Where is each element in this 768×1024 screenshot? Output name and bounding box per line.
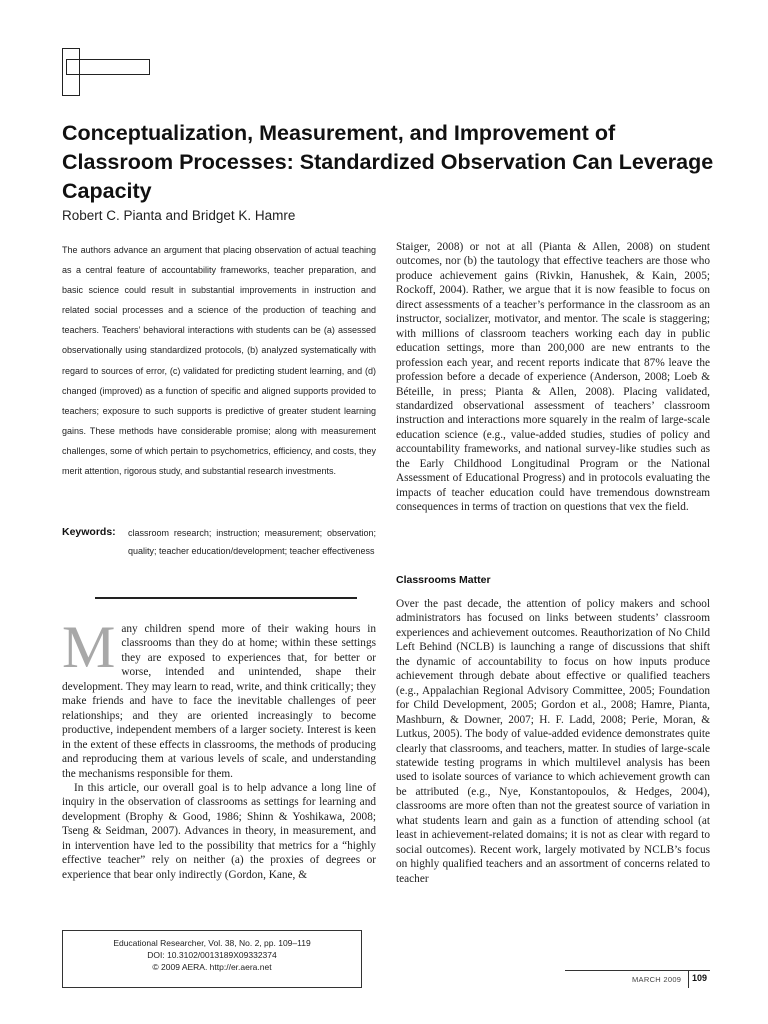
keywords-label: Keywords: bbox=[62, 526, 116, 538]
article-title: Conceptualization, Measurement, and Improvement of Classroom Processes: Standardized Observation Can Leverage Capacity bbox=[62, 121, 714, 203]
dropcap-letter: M bbox=[62, 616, 116, 680]
intro-paragraph-1: any children spend more of their waking hours in classrooms than they do at home; within these settings they are exposed to experiences that, for better or worse, intended and unintended, shape their development. They may learn to read, write, and think critically; they make friends and have to face the inevitable challenges of peer relationships; and they are oriented increasingly to become productive, independent members of a larger society. Interest is keen in the extent of these effects in classrooms, the methods of producing and reproducing them at various levels of scale, and understanding the mechanisms responsible for them. bbox=[62, 623, 376, 780]
citation-copyright: © 2009 AERA. http://er.aera.net bbox=[152, 962, 272, 972]
right-column-top bbox=[396, 240, 710, 562]
abstract-text: The authors advance an argument that placing observation of actual teaching as a central feature of accountability frameworks, teacher preparation, and basic science could result in substantial improvements in instruction and related social processes and a science of the production of teaching and teachers. Teachers’ behavioral interactions with students can be (a) assessed observationally using standardized protocols, (b) analyzed systematically with regard to sources of error, (c) validated for predicting student learning, and (d) changed (improved) as a function of specific and aligned supports provided to teachers; exposure to such supports is predictive of greater student learning gains. These methods have considerable promise; along with measurement challenges, some of which pertain to psychometrics, efficiency, and costs, they merit attention, rigorous study, and substantial research investments. bbox=[62, 245, 376, 477]
header-ornament bbox=[62, 48, 150, 96]
page-number: 109 bbox=[692, 973, 708, 983]
intro-column bbox=[62, 616, 376, 922]
keywords-list: classroom research; instruction; measurement; observation; quality; teacher education/development; teacher effectiveness bbox=[128, 528, 376, 556]
abstract bbox=[62, 240, 376, 481]
citation-doi: DOI: 10.3102/0013189X09332374 bbox=[147, 950, 277, 960]
right-column-bottom bbox=[396, 597, 710, 922]
right-paragraph-1: Staiger, 2008) or not at all (Pianta & Allen, 2008) on student outcomes, nor (b) the tautology that effective teachers are those who produce achievement gains (Rivkin, Hanushek, & Kain, 2005; Rockoff, 2004). Rather, we argue that it is now feasible to focus on direct assessments of a teacher’s performance in the classroom as an instructor, socializer, motivator, and mentor. The scale is staggering; with millions of classroom teachers working each day in public education settings, more than 200,000 are new entrants to the profession each year, and recent reports indicate that 87% leave the profession before a decade of experience (Anderson, 2008; Loeb & Béteille, in press; Pianta & Allen, 2008). Placing validated, standardized observational assessment of teachers’ classroom instruction and interactions more squarely in the realm of large-scale education science (e.g., value-added studies, studies of policy and accountability frameworks, and national survey-like studies such as the Early Childhood Longitudinal Program or the National Assessment of Educational Progress) and in protocols evaluating the impacts of teacher education could have tremendous downstream consequences in terms of traction on questions that vex the field. bbox=[396, 241, 710, 514]
article-authors: Robert C. Pianta and Bridget K. Hamre bbox=[62, 208, 296, 223]
citation-box bbox=[62, 930, 362, 988]
section-heading: Classrooms Matter bbox=[396, 574, 491, 586]
footer-date: MARCH 2009 bbox=[632, 975, 682, 984]
footer-separator bbox=[688, 970, 689, 988]
keywords-divider bbox=[95, 597, 357, 599]
intro-paragraph-2: In this article, our overall goal is to help advance a long line of inquiry in the observation of classrooms as settings for learning and development (Brophy & Good, 1986; Shinn & Yoshikawa, 2008; Tseng & Seidman, 2007). Advances in theory, in measurement, and in intervention have led to the possibility that metrics for a “highly effective teacher” rely on neither (a) the proxies of degrees or experience that bear only indirectly (Gordon, Kane, & bbox=[62, 781, 376, 881]
right-paragraph-2: Over the past decade, the attention of policy makers and school administrators has focused on links between students’ classroom experiences and achievement outcomes. Reauthorization of No Child Left Behind (NCLB) is launching a range of discussions that shift the dynamic of accountability to focus on how inputs produce achievement through debate about effective or qualified teachers (e.g., Appalachian Regional Advisory Committee, 2005; Foundation for Child Development, 2005; Gordon et al., 2008; Hamre, Pianta, Mashburn, & Downer, 2007; H. F. Ladd, 2008; Perie, Moran, & Lutkus, 2005). The body of value-added evidence demonstrates quite clearly that classrooms, and teachers, matter. In studies of large-scale statewide testing programs in which multilevel analysis has been used to isolate sources of variance to which achievement growth can be attributed (e.g., Nye, Konstantopoulos, & Hedges, 2004), classrooms are more often than not the greatest source of variation in what students learn and gain as a function of attending school (at least in achievement-related domains; it is not as clear with regard to social outcomes). Recent work, largely motivated by NCLB’s focus on highly qualified teachers and an assortment of concerns related to teacher bbox=[396, 598, 710, 885]
ornament-horizontal-box bbox=[66, 59, 150, 75]
citation-journal: Educational Researcher, Vol. 38, No. 2, pp. 109–119 bbox=[113, 938, 311, 948]
